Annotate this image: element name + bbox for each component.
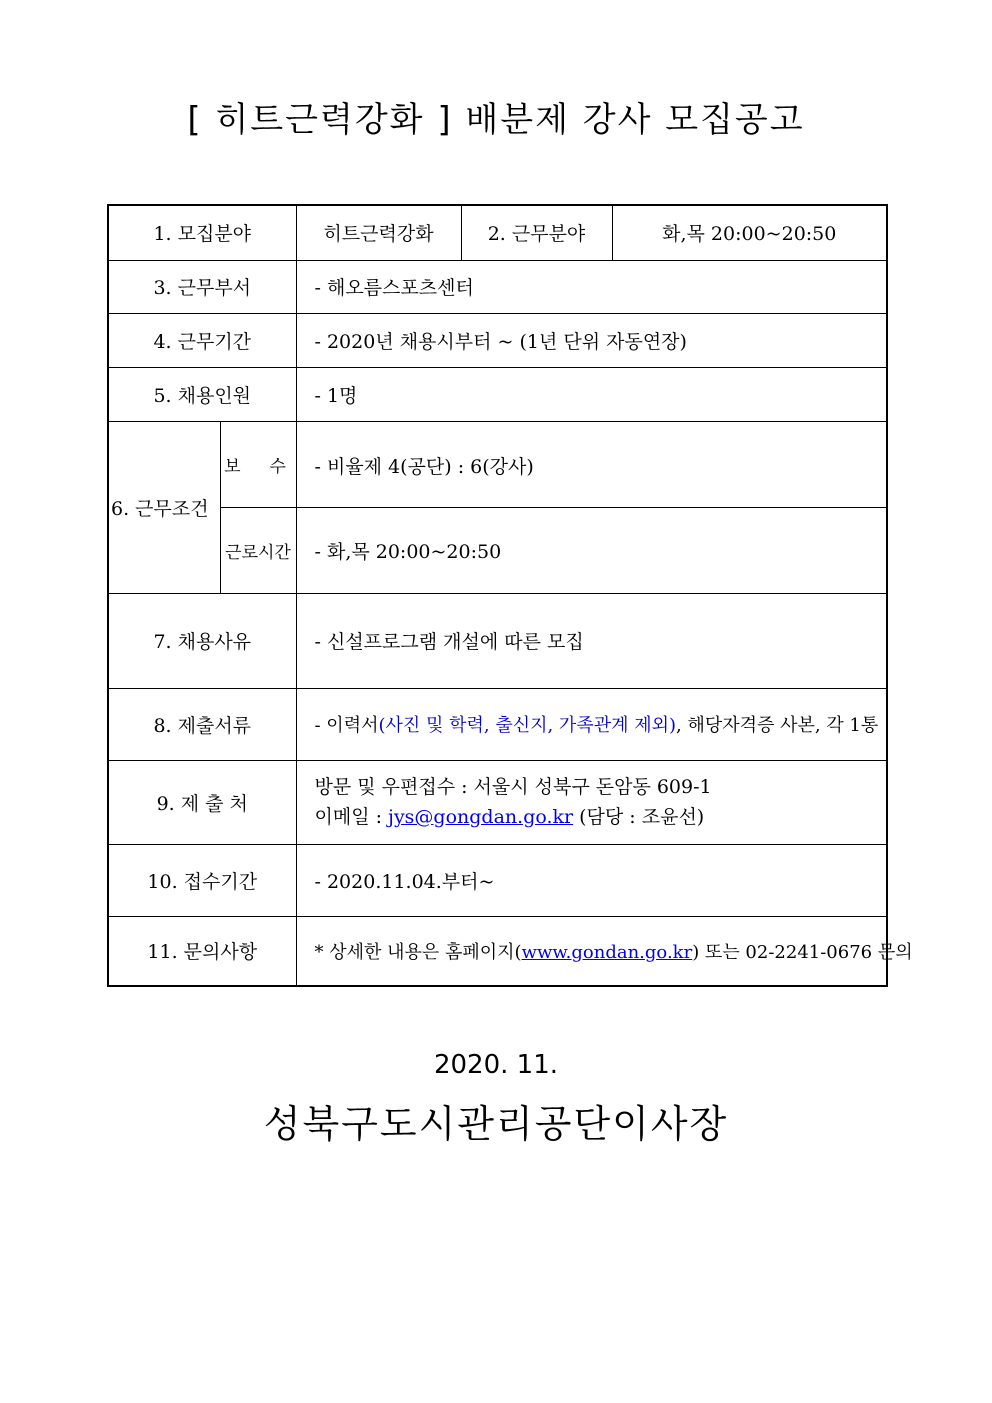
value-hours: - 화,목 20:00~20:50: [296, 507, 887, 593]
value-reason: - 신설프로그램 개설에 따른 모집: [296, 593, 887, 688]
documents-suffix: , 해당자격증 사본, 각 1통: [676, 715, 879, 736]
documents-prefix: - 이력서: [314, 715, 379, 736]
row-inquiry: [108, 916, 887, 986]
row-field: [108, 205, 887, 260]
value-documents: [296, 688, 887, 760]
value-work-type: 화,목 20:00~20:50: [612, 205, 887, 260]
value-inquiry: [296, 916, 913, 986]
page-title: [ 히트근력강화 ] 배분제 강사 모집공고: [187, 100, 805, 140]
row-conditions-hours: [108, 507, 887, 593]
value-department: - 해오름스포츠센터: [296, 260, 887, 313]
value-headcount: - 1명: [296, 367, 887, 421]
row-period: [108, 313, 887, 367]
row-headcount: [108, 367, 887, 421]
row-documents: [108, 688, 887, 760]
label-submission: 9. 제 출 처: [108, 760, 296, 844]
row-application-period: [108, 844, 887, 916]
label-application-period: 10. 접수기간: [108, 844, 296, 916]
label-period: 4. 근무기간: [108, 313, 296, 367]
inquiry-suffix: ) 또는 02-2241-0676 문의: [692, 941, 913, 963]
row-reason: [108, 593, 887, 688]
value-pay: - 비율제 4(공단) : 6(강사): [296, 421, 887, 507]
label-documents: 8. 제출서류: [108, 688, 296, 760]
recruitment-table: [107, 204, 913, 987]
label-conditions: 6. 근무조건: [108, 421, 220, 593]
email-prefix: 이메일 :: [314, 806, 389, 828]
label-field: 1. 모집분야: [108, 205, 296, 260]
documents-highlight: (사진 및 학력, 출신지, 가족관계 제외): [378, 715, 676, 736]
value-period: - 2020년 채용시부터 ~ (1년 단위 자동연장): [296, 313, 887, 367]
label-headcount: 5. 채용인원: [108, 367, 296, 421]
label-department: 3. 근무부서: [108, 260, 296, 313]
label-hours: 근로시간: [220, 507, 296, 593]
submission-address: 방문 및 우편접수 : 서울시 성북구 돈암동 609-1: [314, 776, 712, 798]
row-conditions-pay: [108, 421, 887, 507]
issue-date: 2020. 11.: [433, 1050, 559, 1080]
row-department: [108, 260, 887, 313]
label-work-type: 2. 근무분야: [461, 205, 612, 260]
value-submission: [296, 760, 887, 844]
submission-email-line: [315, 802, 887, 832]
row-submission: [108, 760, 887, 844]
label-pay: 보 수: [220, 421, 296, 507]
value-field: 히트근력강화: [296, 205, 461, 260]
email-suffix: (담당 : 조윤선): [573, 806, 705, 828]
homepage-link[interactable]: www.gondan.go.kr: [521, 941, 693, 963]
organization-signature: 성북구도시관리공단이사장: [263, 1102, 729, 1146]
value-application-period: - 2020.11.04.부터~: [296, 844, 887, 916]
label-reason: 7. 채용사유: [108, 593, 296, 688]
inquiry-prefix: * 상세한 내용은 홈페이지(: [314, 941, 522, 963]
email-link[interactable]: jys@gongdan.go.kr: [388, 806, 574, 828]
label-inquiry: 11. 문의사항: [108, 916, 296, 986]
